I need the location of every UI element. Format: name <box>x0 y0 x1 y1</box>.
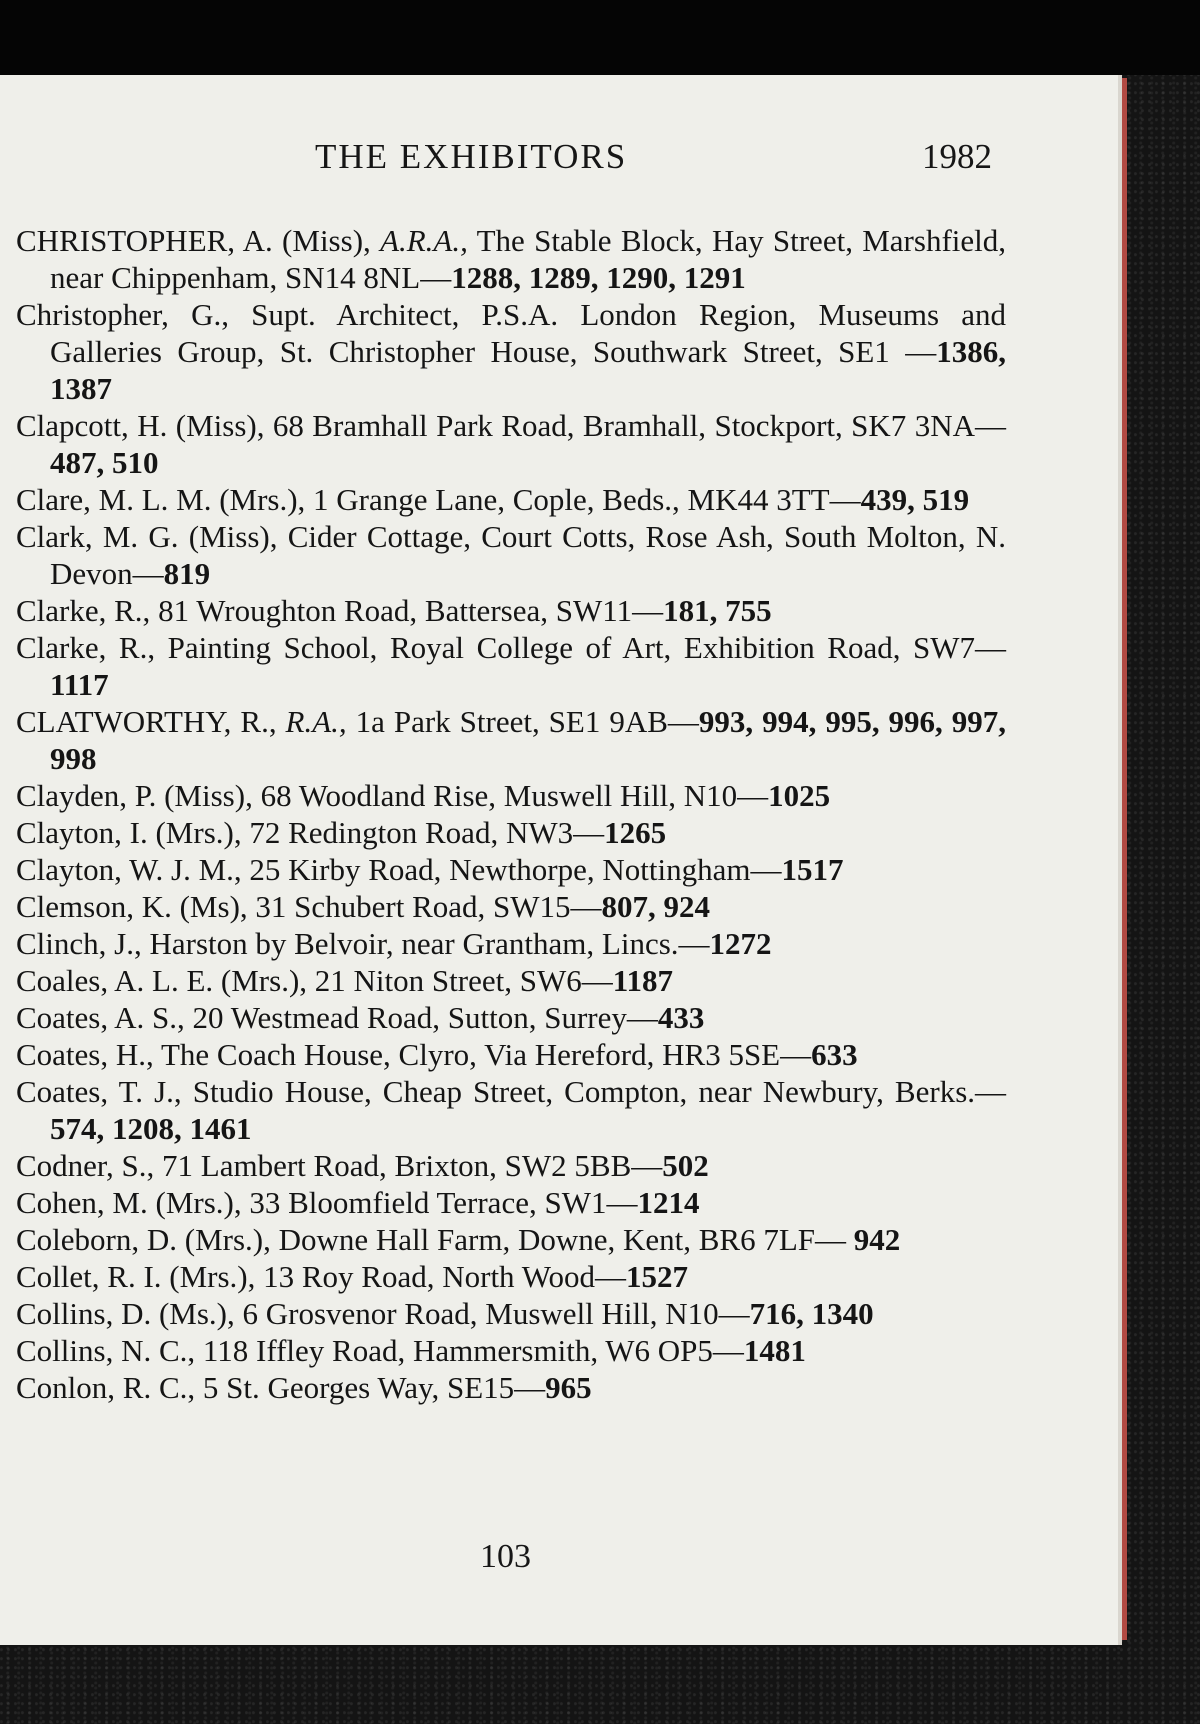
exhibitor-name: Clark, M. G. (Miss), <box>16 519 288 554</box>
header-title: THE EXHIBITORS <box>315 137 628 176</box>
list-item <box>16 592 1006 629</box>
exhibitor-list <box>16 222 1006 1406</box>
exhibit-numbers: 439, 519 <box>860 482 970 517</box>
exhibit-numbers: 1288, 1289, 1290, 1291 <box>451 260 746 295</box>
exhibit-numbers: 942 <box>853 1222 901 1257</box>
list-item <box>16 407 1006 481</box>
exhibit-numbers: 1386, 1387 <box>50 334 1006 406</box>
exhibit-numbers: 633 <box>811 1037 858 1072</box>
exhibitor-name: Clinch, J., <box>16 926 150 961</box>
exhibitor-address: Painting School, Royal College of Art, Exhibition Road, SW7— <box>167 630 1007 665</box>
list-item <box>16 296 1006 407</box>
scan-top-edge <box>0 0 1200 75</box>
exhibit-numbers: 965 <box>545 1370 592 1405</box>
exhibitor-name: CLATWORTHY, R., <box>16 704 286 739</box>
exhibitor-address: The Coach House, Clyro, Via Hereford, HR3 5SE— <box>160 1037 812 1072</box>
exhibit-numbers: 1214 <box>637 1185 700 1220</box>
exhibitor-name: Clayden, P. (Miss), <box>16 778 261 813</box>
exhibitor-address: 68 Bramhall Park Road, Bramhall, Stockport, SK7 3NA— <box>272 408 1006 443</box>
list-item <box>16 703 1006 777</box>
list-item <box>16 1073 1006 1147</box>
exhibitor-qualification: R.A., <box>285 704 347 739</box>
exhibitor-address: 33 Bloomfield Terrace, SW1— <box>249 1185 638 1220</box>
exhibitor-name: Christopher, G., <box>16 297 252 332</box>
exhibitor-name: Coales, A. L. E. (Mrs.), <box>16 963 315 998</box>
list-item <box>16 999 1006 1036</box>
page-number: 103 <box>480 1538 531 1575</box>
exhibitor-name: Conlon, R. C., <box>16 1370 203 1405</box>
exhibit-numbers: 993, 994, 995, 996, 997, 998 <box>50 704 1007 776</box>
list-item <box>16 888 1006 925</box>
exhibitor-name: Clare, M. L. M. (Mrs.), <box>16 482 314 517</box>
list-item <box>16 1332 1006 1369</box>
page-edge <box>1122 78 1127 1640</box>
exhibitor-name: Collins, N. C., <box>16 1333 203 1368</box>
exhibitor-address: 31 Schubert Road, SW15— <box>255 889 602 924</box>
exhibitor-address: 118 Iffley Road, Hammersmith, W6 OP5— <box>202 1333 744 1368</box>
list-item <box>16 222 1006 296</box>
list-item <box>16 851 1006 888</box>
exhibit-numbers: 807, 924 <box>601 889 711 924</box>
exhibitor-name: Coates, T. J., <box>16 1074 193 1109</box>
exhibit-numbers: 487, 510 <box>50 445 159 480</box>
list-item <box>16 481 1006 518</box>
exhibitor-name: Coates, H., <box>16 1037 161 1072</box>
exhibit-numbers: 1117 <box>50 667 109 702</box>
exhibitor-address: Studio House, Cheap Street, Compton, near Newbury, Berks.— <box>192 1074 1007 1109</box>
running-header <box>0 137 1122 181</box>
exhibit-numbers: 819 <box>163 556 211 591</box>
exhibit-numbers: 574, 1208, 1461 <box>50 1111 252 1146</box>
exhibitor-name: Coleborn, D. (Mrs.), <box>16 1222 279 1257</box>
exhibitor-address: 72 Redington Road, NW3— <box>249 815 605 850</box>
exhibit-numbers: 1517 <box>781 852 844 887</box>
exhibitor-address: 21 Niton Street, SW6— <box>314 963 613 998</box>
exhibitor-name: Clarke, R., <box>16 630 168 665</box>
exhibitor-address: 13 Roy Road, North Wood— <box>263 1259 627 1294</box>
list-item <box>16 518 1006 592</box>
exhibit-numbers: 1272 <box>709 926 772 961</box>
exhibit-numbers: 181, 755 <box>663 593 772 628</box>
header-year: 1982 <box>922 137 992 176</box>
exhibit-numbers: 502 <box>662 1148 709 1183</box>
exhibit-numbers: 433 <box>657 1000 705 1035</box>
exhibitor-address: 68 Woodland Rise, Muswell Hill, N10— <box>260 778 769 813</box>
exhibit-numbers: 1527 <box>626 1259 689 1294</box>
exhibitor-address: 1a Park Street, SE1 9AB— <box>346 704 699 739</box>
list-item <box>16 1147 1006 1184</box>
exhibitor-address: 5 St. Georges Way, SE15— <box>202 1370 546 1405</box>
exhibitor-address: 71 Lambert Road, Brixton, SW2 5BB— <box>162 1148 663 1183</box>
exhibitor-address: 25 Kirby Road, Newthorpe, Nottingham— <box>249 852 782 887</box>
exhibitor-name: Clapcott, H. (Miss), <box>16 408 273 443</box>
exhibitor-address: 1 Grange Lane, Cople, Beds., MK44 3TT— <box>313 482 861 517</box>
exhibitor-address: Supt. Architect, P.S.A. London Region, Museums and Galleries Group, St. Christopher House, Southwark Street, SE1 — <box>50 297 1006 369</box>
exhibitor-address: The Stable Block, Hay Street, Marshfield, near Chippenham, SN14 8NL— <box>50 223 1006 295</box>
list-item <box>16 814 1006 851</box>
exhibit-numbers: 1265 <box>604 815 667 850</box>
exhibit-numbers: 716, 1340 <box>749 1296 874 1331</box>
exhibitor-name: Clayton, I. (Mrs.), <box>16 815 250 850</box>
exhibitor-name: CHRISTOPHER, A. (Miss), <box>16 223 381 258</box>
exhibit-numbers: 1025 <box>768 778 831 813</box>
exhibitor-name: Coates, A. S., <box>16 1000 193 1035</box>
list-item <box>16 1036 1006 1073</box>
list-item <box>16 925 1006 962</box>
exhibitor-name: Clemson, K. (Ms), <box>16 889 256 924</box>
list-item <box>16 1258 1006 1295</box>
exhibitor-address: Harston by Belvoir, near Grantham, Lincs.— <box>149 926 710 961</box>
exhibitor-name: Collins, D. (Ms.), <box>16 1296 243 1331</box>
list-item <box>16 1369 1006 1406</box>
list-item <box>16 962 1006 999</box>
exhibitor-address: Cider Cottage, Court Cotts, Rose Ash, South Molton, N. Devon— <box>50 519 1006 591</box>
exhibitor-name: Collet, R. I. (Mrs.), <box>16 1259 264 1294</box>
list-item <box>16 1184 1006 1221</box>
exhibitor-name: Clayton, W. J. M., <box>16 852 250 887</box>
exhibitor-name: Cohen, M. (Mrs.), <box>16 1185 250 1220</box>
exhibit-numbers: 1481 <box>743 1333 806 1368</box>
list-item <box>16 1221 1006 1258</box>
exhibitor-qualification: A.R.A., <box>380 223 468 258</box>
exhibitor-address: 6 Grosvenor Road, Muswell Hill, N10— <box>242 1296 750 1331</box>
exhibit-numbers: 1187 <box>612 963 673 998</box>
exhibitor-address: Downe Hall Farm, Downe, Kent, BR6 7LF— <box>278 1222 854 1257</box>
exhibitor-address: 20 Westmead Road, Sutton, Surrey— <box>192 1000 658 1035</box>
list-item <box>16 777 1006 814</box>
list-item <box>16 629 1006 703</box>
exhibitor-name: Codner, S., <box>16 1148 163 1183</box>
exhibitor-address: 81 Wroughton Road, Battersea, SW11— <box>158 593 664 628</box>
exhibitor-name: Clarke, R., <box>16 593 159 628</box>
list-item <box>16 1295 1006 1332</box>
